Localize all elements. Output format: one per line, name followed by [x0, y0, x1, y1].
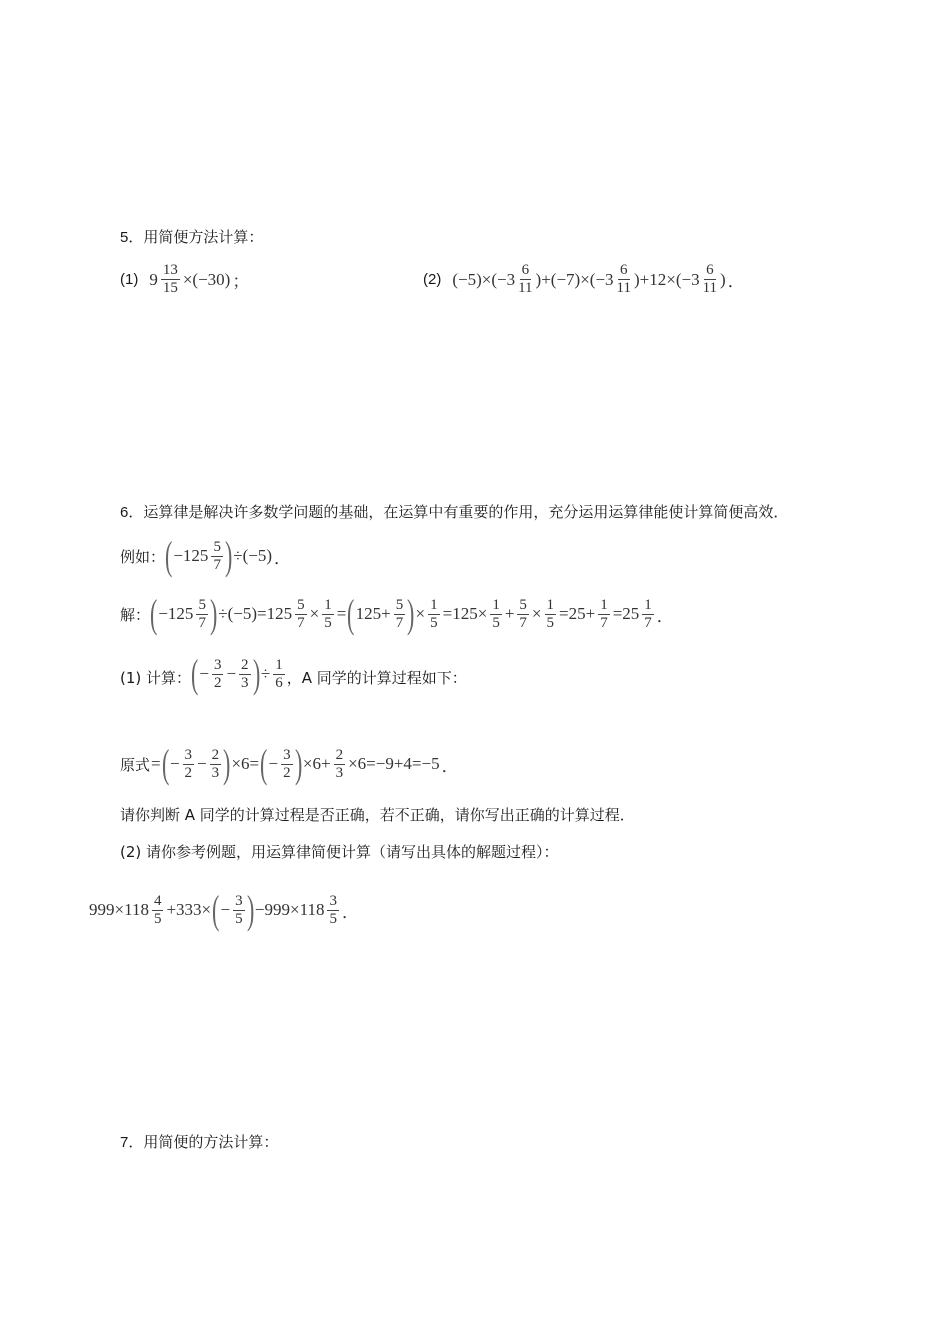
q6-original-expression — [150, 741, 460, 786]
math-text: ×6+ — [302, 754, 331, 773]
fraction — [518, 262, 532, 297]
left-paren: ( — [212, 887, 220, 932]
numerator: 2 — [211, 746, 220, 763]
denominator: 15 — [162, 280, 178, 296]
math-text: ×(−30) — [182, 269, 231, 289]
q6-part2 — [88, 887, 360, 932]
math-text: +333× — [166, 900, 212, 919]
denominator: 7 — [395, 614, 404, 631]
q6-example-expression — [165, 533, 292, 578]
fraction — [598, 597, 610, 632]
numerator: 1 — [600, 596, 608, 613]
right-paren: ) — [246, 887, 254, 932]
left-paren: ( — [165, 533, 173, 578]
math-text: )+12×(−3 — [634, 269, 700, 289]
denominator: 7 — [600, 614, 608, 631]
denominator: 11 — [616, 280, 631, 296]
math-text: (−5)×(−3 — [452, 269, 516, 289]
math-text: ． — [727, 272, 745, 291]
math-text: − — [197, 754, 207, 773]
q5-part2-expression — [451, 262, 745, 297]
math-text: −125 — [173, 546, 209, 565]
denominator: 3 — [241, 674, 249, 691]
denominator: 5 — [492, 614, 500, 631]
math-text: ． — [441, 756, 459, 776]
left-paren: ( — [150, 591, 158, 636]
math-text: =25 — [612, 604, 640, 623]
denominator: 5 — [153, 910, 162, 927]
math-text: ÷ — [260, 664, 271, 683]
denominator: 3 — [211, 764, 220, 781]
denominator: 2 — [213, 674, 222, 691]
fraction — [212, 657, 224, 692]
numerator: 6 — [706, 262, 714, 278]
math-text: ) — [720, 269, 726, 289]
q6-original — [120, 741, 460, 786]
left-paren: ( — [191, 651, 199, 696]
q6-part2-text: (2) 请你参考例题，用运算律简便计算（请写出具体的解题过程）： — [120, 843, 559, 861]
math-text: × — [531, 604, 542, 623]
fraction — [161, 262, 180, 297]
numerator: 3 — [235, 892, 243, 909]
denominator: 7 — [198, 614, 206, 631]
fraction — [322, 597, 334, 632]
fraction — [327, 893, 339, 928]
fraction — [239, 657, 251, 692]
math-text: ． — [274, 548, 292, 568]
fraction — [210, 747, 222, 782]
fraction — [617, 262, 631, 297]
right-paren: ) — [407, 591, 415, 636]
denominator: 11 — [702, 280, 718, 296]
fraction — [295, 597, 307, 632]
math-text: + — [504, 604, 515, 623]
math-text: 999×118 — [89, 900, 149, 919]
math-text: =125× — [442, 604, 488, 623]
left-paren: ( — [161, 741, 169, 786]
fraction — [183, 747, 195, 782]
q5-part2 — [423, 262, 746, 297]
fraction — [211, 539, 223, 574]
math-text: × — [415, 604, 426, 623]
fraction — [545, 597, 557, 632]
numerator: 6 — [521, 262, 530, 278]
denominator: 5 — [324, 614, 332, 631]
right-paren: ) — [209, 591, 218, 636]
denominator: 2 — [184, 764, 193, 781]
right-paren: ) — [294, 741, 302, 786]
q6-title: 6．运算律是解决许多数学问题的基础，在运算中有重要的作用，充分运用运算律能使计算简便高效． — [120, 504, 789, 521]
fraction — [517, 597, 529, 632]
denominator: 7 — [644, 614, 652, 631]
numerator: 1 — [546, 596, 554, 613]
q6-original-label: 原式 — [120, 755, 151, 774]
right-paren: ) — [223, 741, 231, 786]
numerator: 2 — [335, 746, 344, 763]
fraction — [642, 597, 654, 632]
q6-part1-expression — [191, 651, 287, 696]
math-text: ÷(−5)=125 — [218, 604, 293, 623]
q5-part1 — [120, 262, 250, 297]
denominator: 7 — [297, 614, 305, 631]
q6-solution — [120, 591, 675, 636]
numerator: 1 — [324, 596, 332, 613]
math-text: 9 — [149, 269, 158, 289]
denominator: 11 — [518, 280, 533, 296]
left-paren: ( — [260, 741, 268, 786]
math-text: − — [169, 754, 180, 773]
numerator: 4 — [153, 892, 162, 909]
math-text: − — [220, 900, 231, 919]
math-text: ×6=−9+4=−5 — [348, 754, 440, 773]
q6-part2-expression — [88, 887, 360, 932]
denominator: 5 — [235, 910, 243, 927]
math-text: −125 — [158, 604, 194, 623]
math-text: ÷(−5) — [233, 546, 273, 565]
fraction — [152, 893, 164, 928]
q5-part2-label: (2) — [423, 271, 442, 288]
fraction — [490, 597, 502, 632]
math-text: = — [336, 604, 347, 623]
denominator: 5 — [430, 614, 438, 631]
q6-solution-expression — [150, 591, 675, 636]
numerator: 13 — [162, 262, 178, 278]
q6-example — [120, 533, 292, 578]
math-text: )+(−7)×(−3 — [535, 269, 614, 289]
math-text: ； — [232, 272, 250, 291]
math-text: − — [226, 664, 237, 683]
numerator: 5 — [519, 596, 527, 613]
denominator: 5 — [546, 614, 554, 631]
numerator: 3 — [283, 746, 291, 763]
fraction — [703, 262, 717, 297]
denominator: 7 — [213, 556, 221, 573]
fraction — [334, 747, 346, 782]
denominator: 7 — [519, 614, 527, 631]
left-paren: ( — [347, 591, 355, 636]
numerator: 5 — [297, 596, 305, 613]
math-text: ． — [656, 606, 674, 626]
q6-part1-suffix: ，A 同学的计算过程如下： — [286, 669, 467, 687]
numerator: 1 — [430, 596, 438, 613]
math-text: −999×118 — [254, 900, 325, 919]
numerator: 3 — [184, 746, 193, 763]
numerator: 5 — [198, 596, 206, 613]
fraction — [196, 597, 208, 632]
denominator: 5 — [329, 910, 337, 927]
q6-part1 — [120, 651, 467, 696]
numerator: 3 — [329, 892, 337, 909]
fraction — [394, 597, 406, 632]
math-text: × — [309, 604, 320, 623]
numerator: 1 — [275, 656, 283, 673]
fraction — [273, 657, 285, 692]
math-text: 125+ — [355, 604, 391, 623]
fraction — [281, 747, 293, 782]
q7-title: 7．用简便的方法计算： — [120, 1134, 279, 1151]
q6-judge-text: 请你判断 A 同学的计算过程是否正确，若不正确，请你写出正确的计算过程． — [120, 806, 635, 824]
fraction — [233, 893, 245, 928]
q5-title: 5．用简便方法计算： — [120, 229, 264, 246]
q5-part1-expression — [148, 262, 250, 297]
math-text: ×6= — [231, 754, 260, 773]
right-paren: ) — [224, 533, 233, 578]
q5-part1-label: (1) — [120, 271, 139, 288]
q6-part1-label: (1) 计算： — [120, 669, 192, 687]
math-text: =25+ — [559, 604, 596, 623]
denominator: 2 — [283, 764, 291, 781]
math-text: − — [268, 754, 279, 773]
denominator: 3 — [335, 764, 344, 781]
right-paren: ) — [252, 651, 260, 696]
numerator: 3 — [213, 656, 222, 673]
q6-solution-label: 解： — [120, 605, 151, 624]
numerator: 5 — [395, 596, 404, 613]
math-text: − — [199, 664, 209, 683]
fraction — [428, 597, 440, 632]
denominator: 6 — [275, 674, 283, 691]
numerator: 5 — [213, 538, 221, 555]
numerator: 1 — [644, 596, 652, 613]
numerator: 6 — [620, 262, 628, 278]
numerator: 2 — [241, 656, 249, 673]
math-text: ． — [341, 902, 359, 922]
math-text: = — [151, 754, 161, 773]
q6-example-label: 例如： — [120, 547, 166, 566]
numerator: 1 — [492, 596, 500, 613]
